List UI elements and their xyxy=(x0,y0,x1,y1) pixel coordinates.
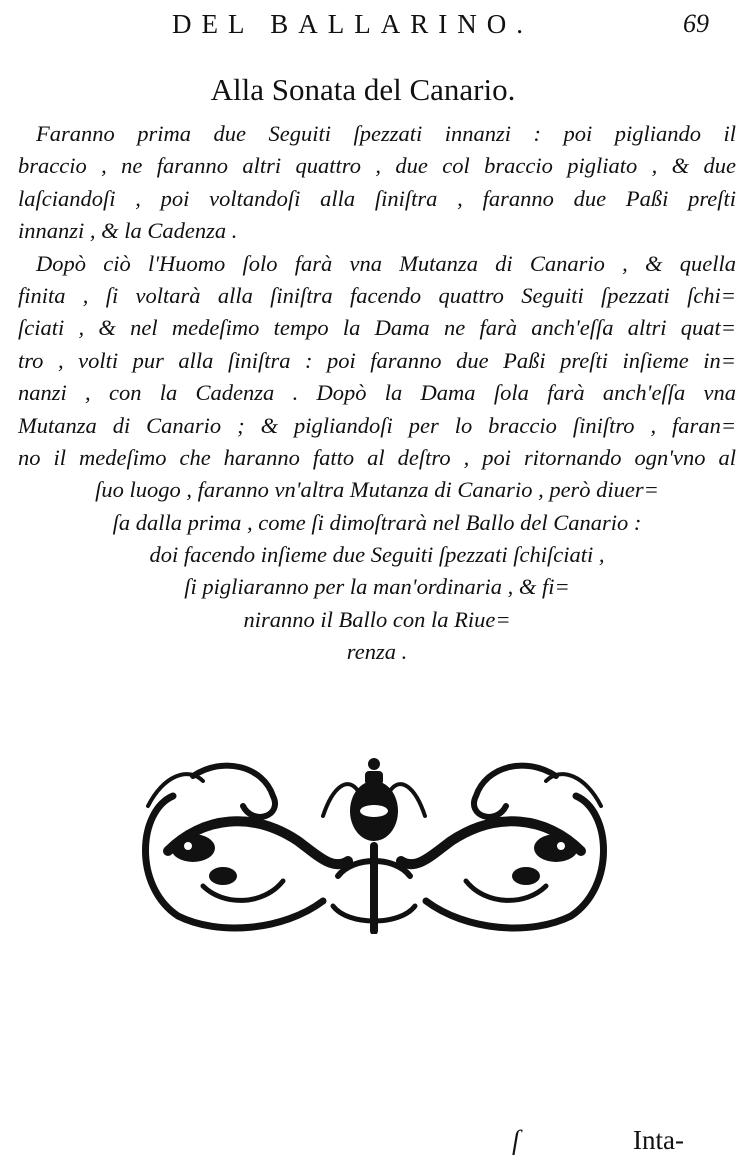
text-line: Mutanza di Canario ; & pigliandoſi per lo braccio ſiniſtro , faran= xyxy=(18,412,736,438)
text-line: nanzi , con la Cadenza . Dopò la Dama ſola farà anch'eſſa vna xyxy=(18,380,736,406)
text-line: no il medeſimo che haranno fatto al deſtro , poi ritornando ogn'vno al xyxy=(18,444,736,470)
page-footer xyxy=(0,1120,753,1160)
text-line: tro , volti pur alla ſiniſtra : poi faranno due Paßi preſti inſieme in= xyxy=(18,347,736,373)
running-head xyxy=(0,4,753,44)
text-line: ſi pigliaranno per la man'ordinaria , & fi= xyxy=(184,574,570,600)
text-line: ſciati , & nel medeſimo tempo la Dama ne farà anch'eſſa altri quat= xyxy=(18,315,736,341)
paragraph xyxy=(18,118,736,248)
page-number: 69 xyxy=(683,9,709,38)
body-text xyxy=(18,118,736,669)
text-line: finita , ſi voltarà alla ſiniſtra facendo quattro Seguiti ſpezzati ſchi= xyxy=(18,282,736,308)
text-line: innanzi , & la Cadenza . xyxy=(18,218,238,244)
text-line: Dopò ciò l'Huomo ſolo farà vna Mutanza di Canario , & quella xyxy=(36,250,736,276)
text-line: ſa dalla prima , come ſi dimoſtrarà nel Ballo del Canario : xyxy=(112,509,642,535)
paragraph xyxy=(18,248,736,669)
catchword: Inta- xyxy=(633,1125,684,1155)
text-line: renza . xyxy=(346,639,408,665)
running-title: DEL BALLARINO. xyxy=(172,9,533,39)
signature-mark: ſ xyxy=(512,1125,520,1155)
text-line: braccio , ne faranno altri quattro , due col braccio pigliato , & due xyxy=(18,153,736,179)
section-heading: Alla Sonata del Canario. xyxy=(210,72,516,107)
dragon-ornament-icon xyxy=(133,756,616,934)
text-line: Faranno prima due Seguiti ſpezzati innanzi : poi pigliando il xyxy=(36,121,736,146)
text-line: doi facendo inſieme due Seguiti ſpezzati ſchiſciati , xyxy=(149,542,605,568)
text-line: ſuo luogo , faranno vn'altra Mutanza di Canario , però diuer= xyxy=(95,477,659,503)
text-line: laſciandoſi , poi voltandoſi alla ſiniſtra , faranno due Paßi preſti xyxy=(18,185,736,211)
text-line: niranno il Ballo con la Riue= xyxy=(243,606,511,632)
